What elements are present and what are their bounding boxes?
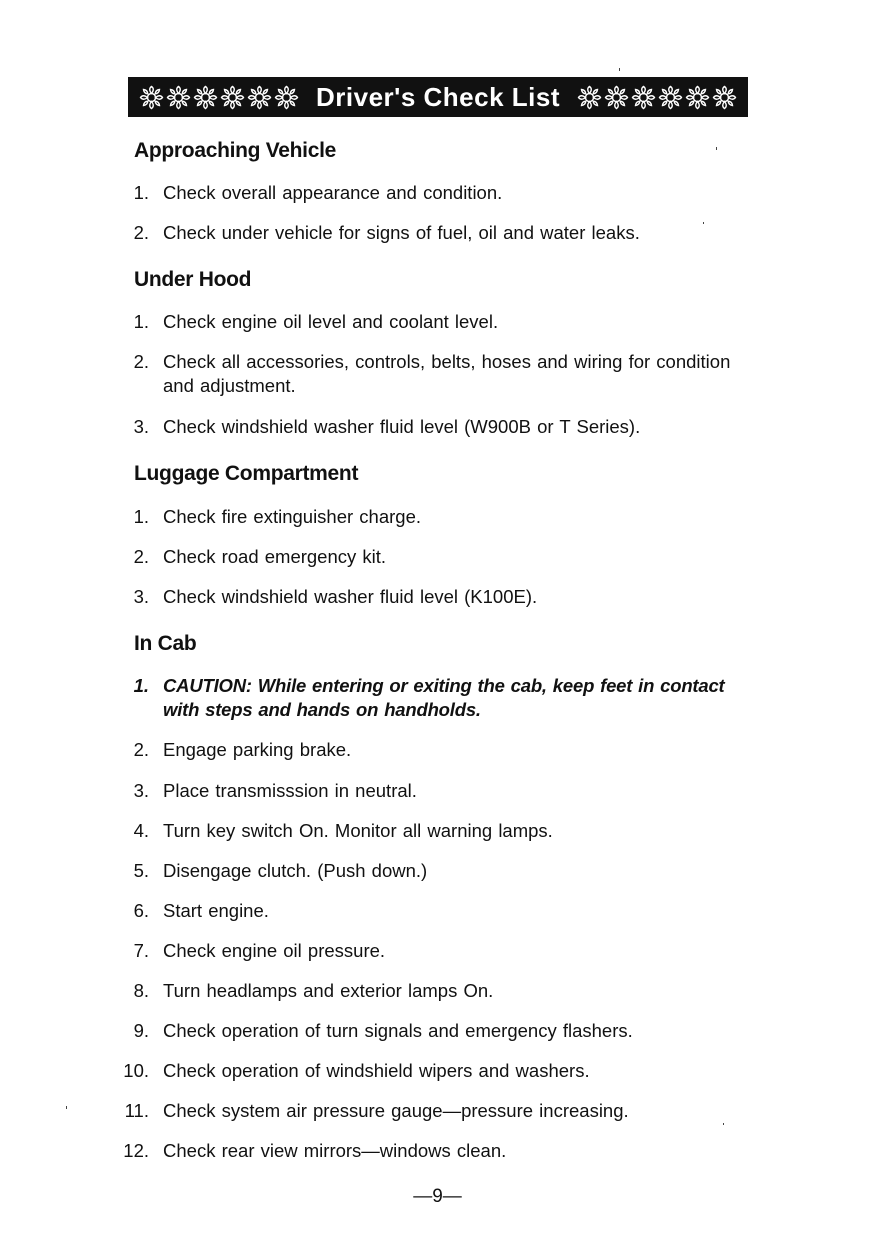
list-item — [0, 1139, 760, 1163]
item-number: 4. — [133, 820, 149, 841]
flower-ornament-icon — [192, 84, 219, 111]
list-item — [0, 1019, 760, 1043]
item-text: Check operation of windshield wipers and washers. — [163, 1060, 590, 1081]
item-number: 12. — [123, 1140, 149, 1161]
scan-speck — [716, 147, 717, 150]
item-text: Check under vehicle for signs of fuel, oil and water leaks. — [163, 222, 640, 243]
page-title: Driver's Check List — [315, 81, 560, 112]
item-number: 1. — [133, 182, 149, 203]
item-number: 1. — [133, 311, 149, 332]
item-text: Check engine oil level and coolant level. — [163, 311, 499, 332]
item-number: 7. — [133, 940, 149, 961]
flower-ornament-icon — [273, 84, 300, 111]
flower-ornament-icon — [630, 84, 657, 111]
item-text: Check engine oil pressure. — [163, 940, 386, 961]
scan-speck — [66, 1106, 67, 1109]
scan-speck — [619, 68, 620, 71]
item-text: Check road emergency kit. — [163, 546, 387, 567]
list-item — [0, 738, 760, 762]
scan-speck — [723, 1123, 724, 1125]
item-number: 1. — [133, 506, 149, 527]
item-text: Engage parking brake. — [163, 739, 352, 760]
caution-item — [0, 674, 760, 722]
item-text: Check fire extinguisher charge. — [163, 506, 422, 527]
ornament-left — [138, 84, 300, 111]
item-text: Check all accessories, controls, belts, hoses and wiring for condition and adjustment. — [163, 351, 731, 396]
item-text: Check windshield washer fluid level (W900B or T Series). — [163, 416, 641, 437]
section-heading-under-hood: Under Hood — [134, 268, 252, 291]
page-number: —9— — [413, 1186, 462, 1207]
section-heading-luggage-compartment: Luggage Compartment — [134, 462, 359, 485]
item-number: 2. — [133, 546, 149, 567]
list-item — [0, 415, 760, 439]
flower-ornament-icon — [603, 84, 630, 111]
list-item — [0, 350, 760, 398]
item-number: 2. — [133, 222, 149, 243]
flower-ornament-icon — [165, 84, 192, 111]
ornament-right — [576, 84, 738, 111]
list-item — [0, 779, 760, 803]
list-item — [0, 979, 760, 1003]
item-number: 2. — [133, 351, 149, 372]
flower-ornament-icon — [657, 84, 684, 111]
list-item — [0, 585, 760, 609]
item-number: 3. — [133, 586, 149, 607]
scan-speck — [703, 222, 704, 224]
item-text: Check windshield washer fluid level (K100E). — [163, 586, 538, 607]
list-item — [0, 505, 760, 529]
section-heading-in-cab: In Cab — [134, 632, 197, 655]
title-banner — [128, 77, 748, 117]
list-item — [0, 939, 760, 963]
flower-ornament-icon — [711, 84, 738, 111]
list-item — [0, 310, 760, 334]
item-number: 3. — [133, 416, 149, 437]
flower-ornament-icon — [138, 84, 165, 111]
item-text: Check rear view mirrors—windows clean. — [163, 1140, 507, 1161]
item-text: Place transmisssion in neutral. — [163, 780, 417, 801]
flower-ornament-icon — [576, 84, 603, 111]
list-item — [0, 899, 760, 923]
item-number: 10. — [123, 1060, 149, 1081]
list-item — [0, 181, 760, 205]
item-text: Turn key switch On. Monitor all warning lamps. — [163, 820, 553, 841]
caution-text: CAUTION: While entering or exiting the cab, keep feet in contact with steps and hands on handholds. — [163, 675, 725, 720]
item-number: 8. — [133, 980, 149, 1001]
item-text: Check system air pressure gauge—pressure increasing. — [163, 1100, 629, 1121]
item-number: 9. — [133, 1020, 149, 1041]
list-item — [0, 1099, 760, 1123]
item-number: 1. — [133, 675, 149, 696]
item-number: 3. — [133, 780, 149, 801]
list-item — [0, 859, 760, 883]
flower-ornament-icon — [246, 84, 273, 111]
item-text: Start engine. — [163, 900, 269, 921]
item-text: Check operation of turn signals and emergency flashers. — [163, 1020, 633, 1041]
item-text: Check overall appearance and condition. — [163, 182, 503, 203]
section-heading-approaching-vehicle: Approaching Vehicle — [134, 139, 337, 162]
list-item — [0, 819, 760, 843]
list-item — [0, 221, 760, 245]
flower-ornament-icon — [219, 84, 246, 111]
flower-ornament-icon — [684, 84, 711, 111]
item-number: 2. — [133, 739, 149, 760]
item-number: 11. — [124, 1100, 149, 1121]
item-text: Turn headlamps and exterior lamps On. — [163, 980, 494, 1001]
item-number: 5. — [133, 860, 149, 881]
item-text: Disengage clutch. (Push down.) — [163, 860, 428, 881]
item-number: 6. — [133, 900, 149, 921]
list-item — [0, 545, 760, 569]
list-item — [0, 1059, 760, 1083]
